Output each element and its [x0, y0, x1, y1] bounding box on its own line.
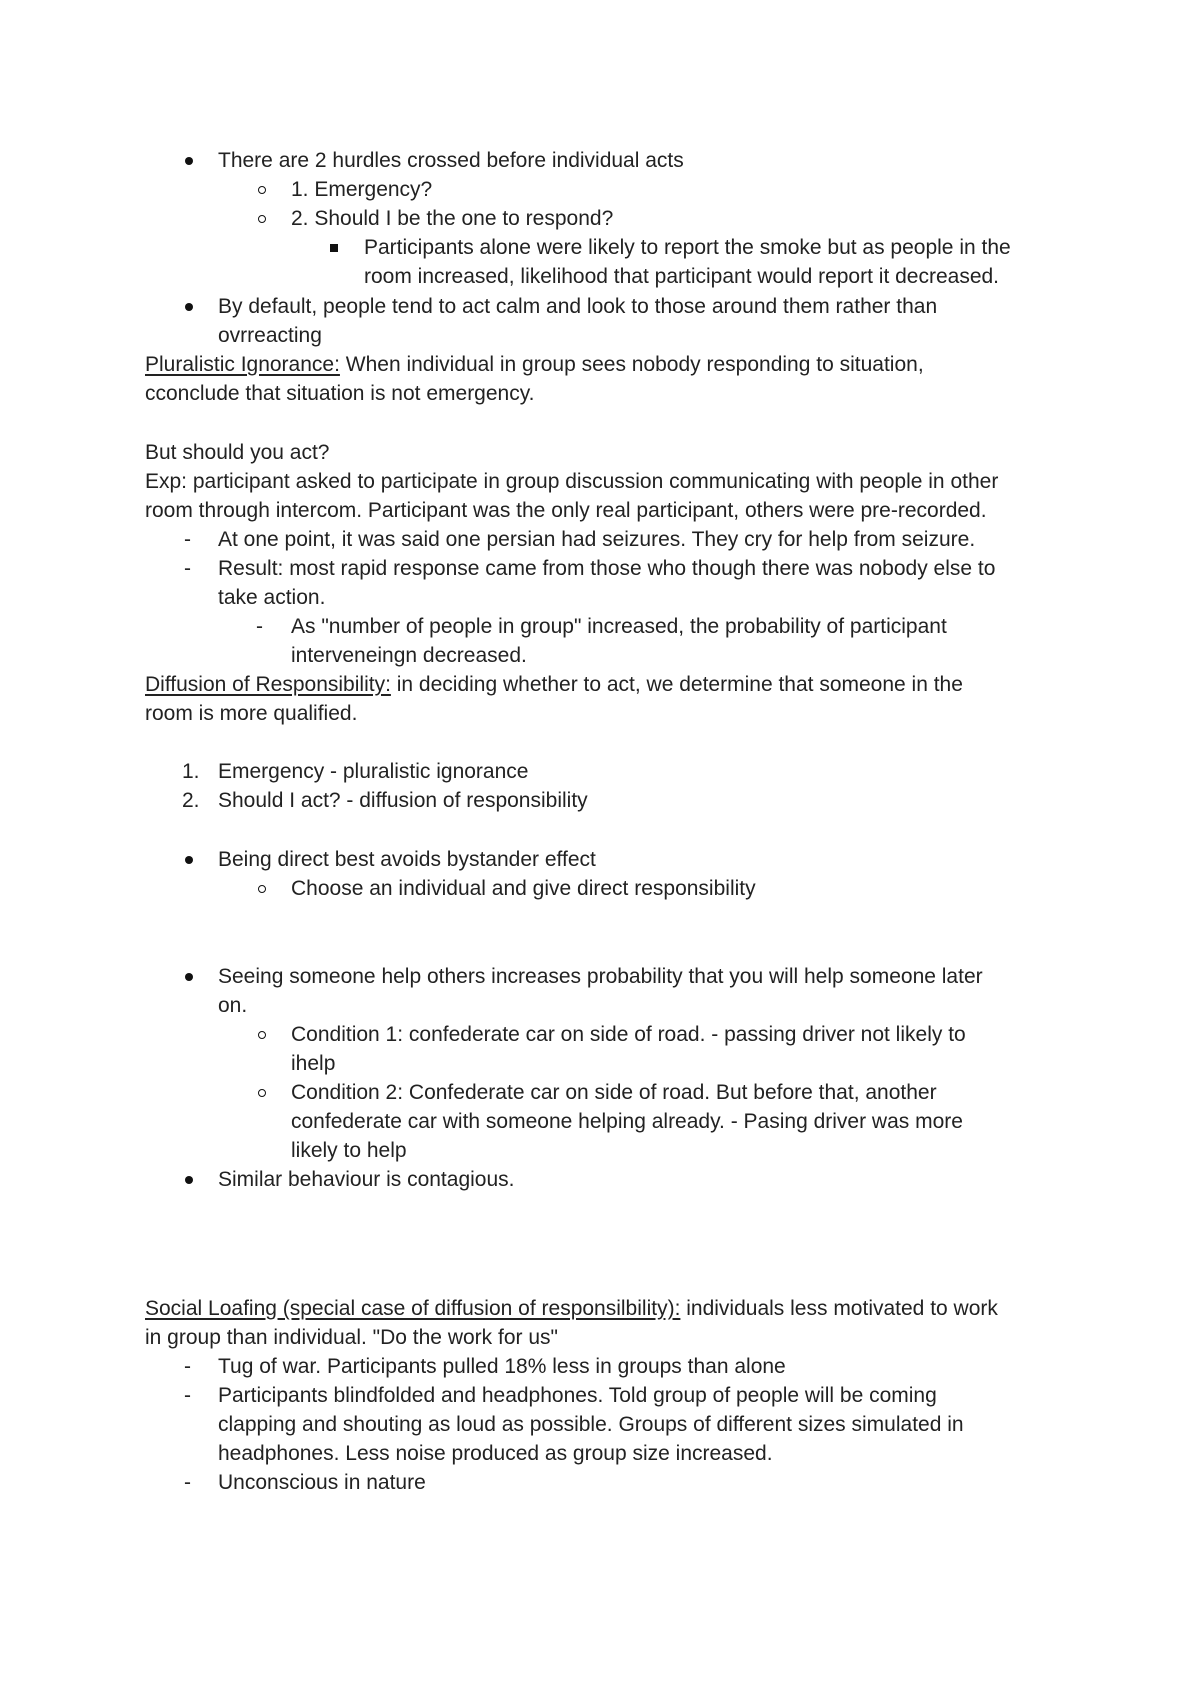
bullet-disc-icon	[185, 303, 193, 311]
condition-2-line-2: confederate car with someone helping already. - Pasing driver was more	[291, 1110, 963, 1133]
dash-marker: -	[184, 1384, 191, 1407]
dash-marker: -	[256, 615, 263, 638]
dash-marker: -	[184, 557, 191, 580]
seizure-point: At one point, it was said one persian had seizures. They cry for help from seizure.	[218, 528, 976, 551]
diffusion-definition	[145, 670, 963, 700]
bullet-circle-icon	[258, 1031, 266, 1039]
dash-marker: -	[184, 528, 191, 551]
smoke-detail-line-1: Participants alone were likely to report the smoke but as people in the	[364, 236, 1011, 259]
condition-2-line-1: Condition 2: Confederate car on side of road. But before that, another	[291, 1081, 937, 1104]
social-loafing-def-text: individuals less motivated to work	[680, 1297, 998, 1320]
pluralistic-term: Pluralistic Ignorance:	[145, 353, 340, 376]
condition-1-line-2: ihelp	[291, 1052, 336, 1075]
blindfold-line-3: headphones. Less noise produced as group size increased.	[218, 1442, 773, 1465]
result-line-1: Result: most rapid response came from those who though there was nobody else to	[218, 557, 996, 580]
dash-marker: -	[184, 1471, 191, 1494]
hurdle-respond: 2. Should I be the one to respond?	[291, 207, 614, 230]
social-loafing-term: Social Loafing (special case of diffusion of responsilbility):	[145, 1297, 681, 1320]
condition-2-line-3: likely to help	[291, 1139, 407, 1162]
being-direct-item: Being direct best avoids bystander effect	[218, 848, 596, 871]
bullet-disc-icon	[185, 973, 193, 981]
diffusion-term: Diffusion of Responsibility:	[145, 673, 391, 696]
blindfold-line-1: Participants blindfolded and headphones. Told group of people will be coming	[218, 1384, 937, 1407]
default-calm-line-1: By default, people tend to act calm and look to those around them rather than	[218, 295, 938, 318]
list-number: 1.	[182, 760, 200, 783]
bullet-circle-icon	[258, 186, 266, 194]
direct-responsibility-item: Choose an individual and give direct responsibility	[291, 877, 756, 900]
experiment-line-1: Exp: participant asked to participate in group discussion communicating with people in other	[145, 470, 999, 493]
summary-item-emergency: Emergency - pluralistic ignorance	[218, 760, 529, 783]
result-line-2: take action.	[218, 586, 326, 609]
hurdle-emergency: 1. Emergency?	[291, 178, 433, 201]
bullet-square-icon	[330, 244, 338, 252]
smoke-detail-line-2: room increased, likelihood that participant would report it decreased.	[364, 265, 1000, 288]
bullet-disc-icon	[185, 856, 193, 864]
seeing-help-line-2: on.	[218, 994, 248, 1017]
should-act-heading: But should you act?	[145, 441, 330, 464]
blindfold-line-2: clapping and shouting as loud as possible. Groups of different sizes simulated in	[218, 1413, 964, 1436]
bullet-disc-icon	[185, 157, 193, 165]
seeing-help-line-1: Seeing someone help others increases probability that you will help someone later	[218, 965, 983, 988]
unconscious-item: Unconscious in nature	[218, 1471, 426, 1494]
bullet-circle-icon	[258, 215, 266, 223]
default-calm-line-2: ovrreacting	[218, 324, 322, 347]
bullet-circle-icon	[258, 885, 266, 893]
diffusion-definition-line-2: room is more qualified.	[145, 702, 358, 725]
pluralistic-definition-line-2: cconclude that situation is not emergency.	[145, 382, 535, 405]
pluralistic-def-text: When individual in group sees nobody responding to situation,	[339, 353, 924, 376]
group-size-line-2: interveneingn decreased.	[291, 644, 527, 667]
hurdles-item: There are 2 hurdles crossed before individual acts	[218, 149, 684, 172]
condition-1-line-1: Condition 1: confederate car on side of road. - passing driver not likely to	[291, 1023, 966, 1046]
bullet-circle-icon	[258, 1089, 266, 1097]
social-loafing-definition	[145, 1294, 998, 1324]
dash-marker: -	[184, 1355, 191, 1378]
diffusion-def-text: in deciding whether to act, we determine that someone in the	[390, 673, 963, 696]
tug-of-war-item: Tug of war. Participants pulled 18% less in groups than alone	[218, 1355, 786, 1378]
contagious-item: Similar behaviour is contagious.	[218, 1168, 515, 1191]
group-size-line-1: As "number of people in group" increased, the probability of participant	[291, 615, 947, 638]
list-number: 2.	[182, 789, 200, 812]
summary-item-should-act: Should I act? - diffusion of responsibility	[218, 789, 588, 812]
bullet-disc-icon	[185, 1176, 193, 1184]
experiment-line-2: room through intercom. Participant was the only real participant, others were pre-recorded.	[145, 499, 987, 522]
social-loafing-definition-line-2: in group than individual. "Do the work for us"	[145, 1326, 558, 1349]
pluralistic-definition	[145, 350, 924, 380]
